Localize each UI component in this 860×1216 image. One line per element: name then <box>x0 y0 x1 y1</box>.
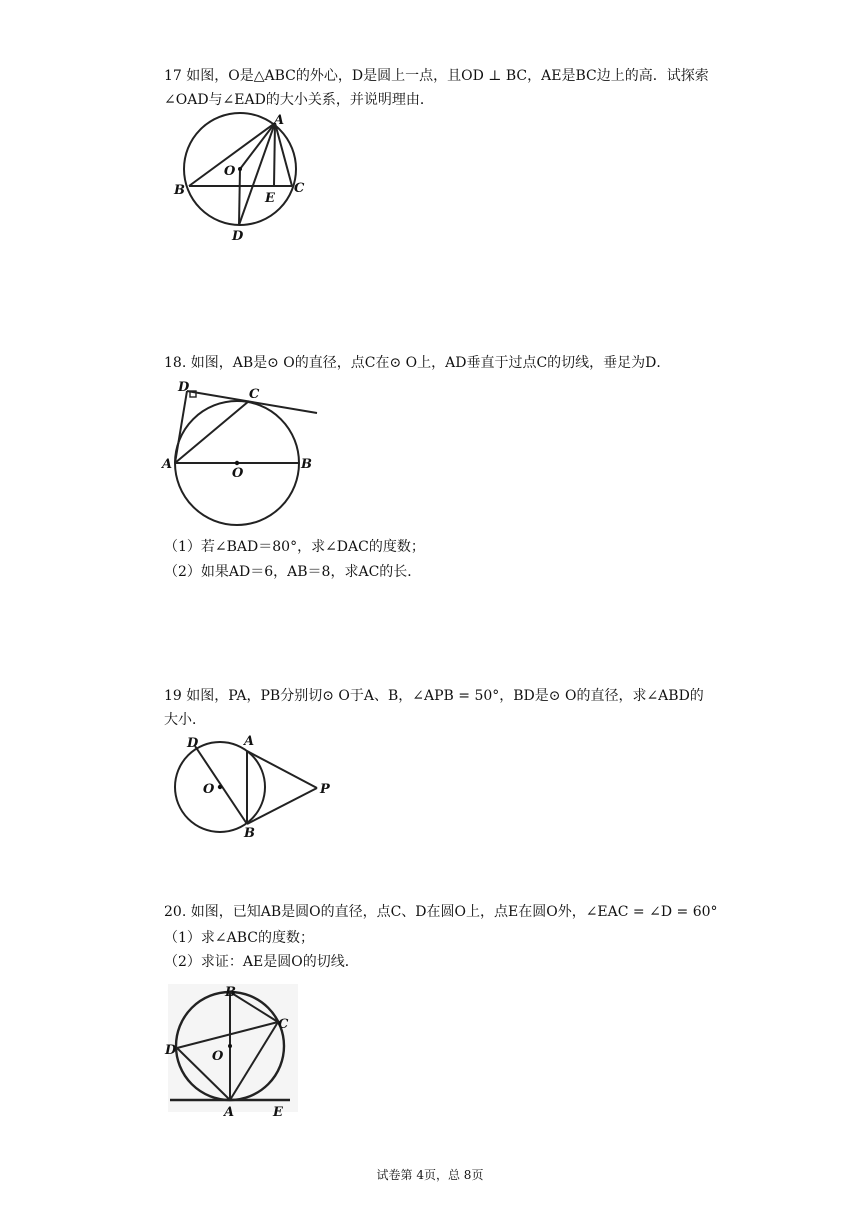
q20-label-a: A <box>224 1105 235 1120</box>
q20-figure <box>160 982 305 1122</box>
q17-label-o: O <box>224 164 236 179</box>
q18-label-c: C <box>249 387 260 402</box>
q18-part2: （2）如果AD＝6，AB＝8，求AC的长． <box>164 564 422 580</box>
q19-text-line2: 大小． <box>164 712 206 728</box>
q17-text-line1: 17 如图，O是△ABC的外心，D是圆上一点，且OD ⊥ BC，AE是BC边上的高．试探索 <box>164 68 709 84</box>
q19-label-o: O <box>203 782 215 797</box>
q19-label-p: P <box>320 782 330 797</box>
q18-part1: （1）若∠BAD＝80°，求∠DAC的度数； <box>164 539 425 555</box>
q20-label-e: E <box>273 1105 283 1120</box>
q17-text-line2: ∠OAD与∠EAD的大小关系，并说明理由． <box>164 92 434 108</box>
q18-text-line1: 18. 如图，AB是⊙ O的直径，点C在⊙ O上，AD垂直于过点C的切线，垂足为D． <box>164 355 671 371</box>
q19-figure <box>172 733 342 845</box>
q20-text-line1: 20. 如图，已知AB是圆O的直径，点C、D在圆O上，点E在圆O外，∠EAC = ∠D = 60° <box>164 904 718 920</box>
q19-label-b: B <box>244 826 255 841</box>
q17-label-e: E <box>265 191 275 206</box>
q20-part2: （2）求证：AE是圆O的切线． <box>164 954 359 970</box>
q18-figure <box>160 376 330 526</box>
q18-label-o: O <box>232 466 244 481</box>
q18-label-b: B <box>301 457 312 472</box>
q20-label-c: C <box>278 1017 289 1032</box>
q17-figure <box>170 112 320 247</box>
q19-label-d: D <box>187 736 199 751</box>
q17-label-a: A <box>274 113 285 128</box>
q20-label-b: B <box>225 985 236 1000</box>
q17-label-b: B <box>174 183 185 198</box>
q18-label-a: A <box>162 457 173 472</box>
q17-label-d: D <box>232 229 244 244</box>
q18-label-d: D <box>178 380 190 395</box>
q20-label-d: D <box>165 1043 177 1058</box>
q20-part1: （1）求∠ABC的度数； <box>164 930 315 946</box>
q19-label-a: A <box>244 734 255 749</box>
q17-label-c: C <box>294 181 305 196</box>
page-footer: 试卷第 4页，总 8页 <box>376 1168 484 1182</box>
q20-label-o: O <box>212 1049 224 1064</box>
q19-text-line1: 19 如图，PA，PB分别切⊙ O于A、B，∠APB = 50°，BD是⊙ O的直径，求∠ABD的 <box>164 688 704 704</box>
